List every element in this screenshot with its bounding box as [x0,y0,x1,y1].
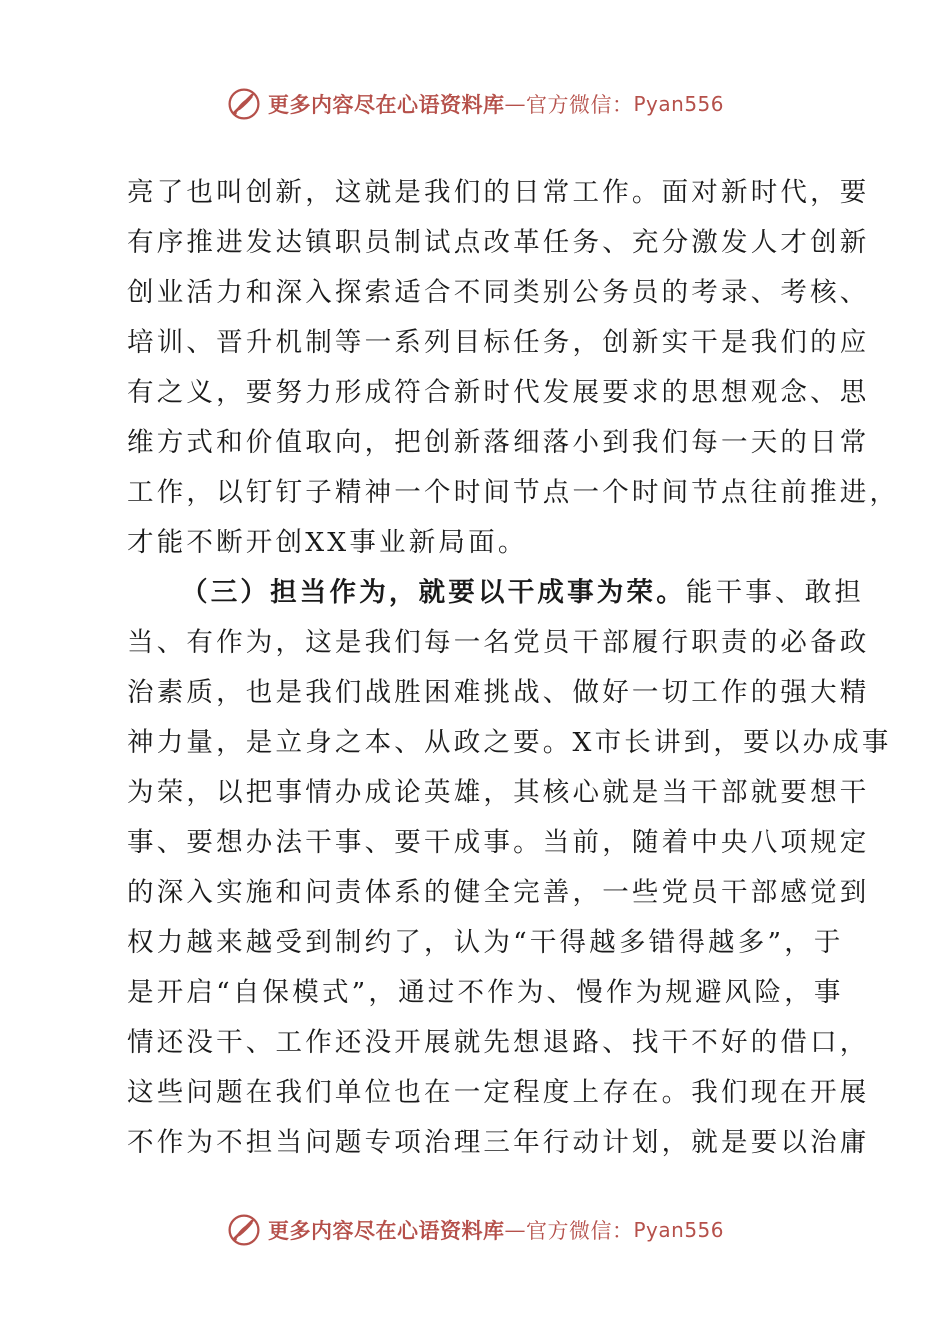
section-first-line [127,568,865,618]
paragraph-line: 维方式和价值取向，把创新落细落小到我们每一天的日常 [127,427,870,458]
paragraph-line: 事、要想办法干事、要干成事。当前，随着中央八项规定 [127,827,870,858]
watermark-dash: — [504,92,526,116]
paragraph-line: 亮了也叫创新，这就是我们的日常工作。面对新时代，要 [127,177,870,208]
watermark-label: 官方微信： [525,93,634,117]
paragraph-line: 是开启“自保模式”，通过不作为、慢作为规避风险，事 [127,977,844,1008]
watermark-label: 官方微信： [525,1219,634,1243]
paragraph-line: 工作，以钉钉子精神一个时间节点一个时间节点往前推进， [127,477,900,508]
document-body [127,168,900,1168]
paragraph-line: 神力量，是立身之本、从政之要。X市长讲到，要以办成事 [127,727,892,758]
paragraph-line: 有序推进发达镇职员制试点改革任务、充分激发人才创新 [127,227,870,258]
paragraph-line: 创业活力和深入探索适合不同类别公务员的考录、考核、 [127,277,870,308]
watermark-brand: 更多内容尽在心语资料库 [267,92,505,117]
section-heading: （三）担当作为，就要以干成事为荣。 [181,577,686,608]
watermark-dash: — [504,1218,526,1242]
paragraph-line: 为荣，以把事情办成论英雄，其核心就是当干部就要想干 [127,777,870,808]
paragraph-line: 有之义，要努力形成符合新时代发展要求的思想观念、思 [127,377,870,408]
paragraph-line: 才能不断开创XX事业新局面。 [127,527,528,558]
section-first-line-text: 能干事、敢担 [685,577,865,608]
paragraph-line: 培训、晋升机制等一系列目标任务，创新实干是我们的应 [127,327,870,358]
paragraph-line: 权力越来越受到制约了，认为“干得越多错得越多”，于 [127,927,844,958]
paragraph-line: 当、有作为，这是我们每一名党员干部履行职责的必备政 [127,627,870,658]
watermark-account: Pyan556 [633,1218,724,1242]
header-watermark [0,84,950,124]
paragraph-line: 治素质，也是我们战胜困难挑战、做好一切工作的强大精 [127,677,870,708]
footer-watermark [0,1210,950,1250]
watermark-account: Pyan556 [633,92,724,116]
paragraph-line: 情还没干、工作还没开展就先想退路、找干不好的借口， [127,1027,870,1058]
watermark-brand: 更多内容尽在心语资料库 [267,1218,505,1243]
paragraph-line: 这些问题在我们单位也在一定程度上存在。我们现在开展 [127,1077,870,1108]
pen-logo-icon [226,86,262,122]
paragraph-line: 不作为不担当问题专项治理三年行动计划，就是要以治庸 [127,1127,870,1158]
paragraph-line: 的深入实施和问责体系的健全完善，一些党员干部感觉到 [127,877,870,908]
pen-logo-icon [226,1212,262,1248]
